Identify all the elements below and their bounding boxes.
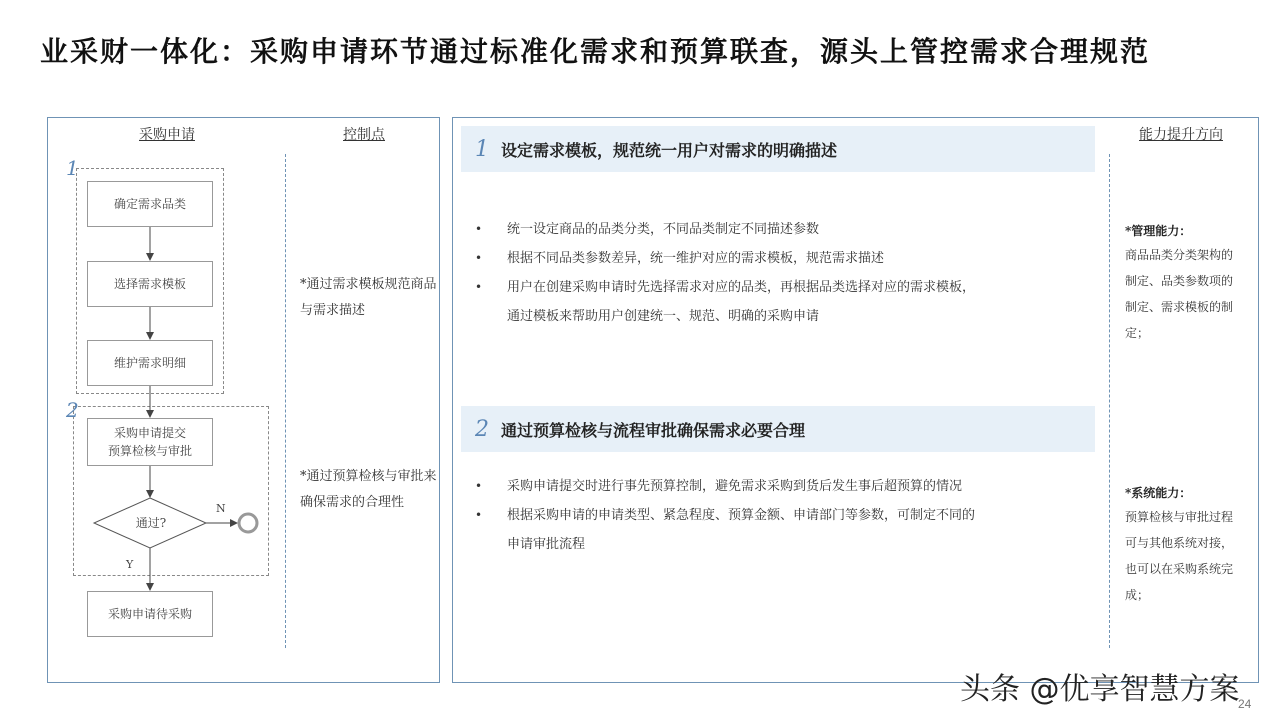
flow-connectors: [48, 118, 288, 658]
section-2-title: 通过预算检核与流程审批确保需求必要合理: [501, 420, 806, 440]
step2-number: 2: [66, 398, 79, 422]
section-1-title: 设定需求模板，规范统一用户对需求的明确描述: [501, 140, 838, 160]
capability-2-title: *系统能力：: [1125, 486, 1192, 500]
end-circle: [239, 514, 257, 532]
list-item: • 采购申请提交时进行事先预算控制，避免需求采购到货后发生事后超预算的情况: [475, 472, 975, 501]
flow-box-confirm-category: 确定需求品类: [87, 181, 213, 227]
flow-box-submit-line2: 预算检核与审批: [107, 444, 192, 458]
left-divider: [285, 154, 286, 648]
list-item: • 根据采购申请的申请类型、紧急程度、预算金额、申请部门等参数，可制定不同的申请审批流程: [475, 501, 975, 559]
section-2-bullets: [475, 472, 975, 559]
section-1-bullets: [475, 215, 975, 331]
watermark: 头条 @优享智慧方案: [960, 672, 1240, 707]
section-1-header: [461, 126, 1095, 172]
control-point-1: *通过需求模板规范商品与需求描述: [300, 277, 437, 318]
flow-box-select-template: 选择需求模板: [87, 261, 213, 307]
process-header: 采购申请: [139, 127, 195, 143]
step1-number: 1: [66, 156, 79, 180]
capability-2-text: 预算检核与审批过程可与其他系统对接，也可以在采购系统完成；: [1125, 510, 1234, 602]
section-1-number: 1: [475, 136, 489, 162]
list-item: • 用户在创建采购申请时先选择需求对应的品类，再根据品类选择对应的需求模板，通过模板来帮助用户创建统一、规范、明确的采购申请: [475, 273, 975, 331]
decision-label: 通过?: [135, 516, 167, 530]
page-title: 业采财一体化：采购申请环节通过标准化需求和预算联查，源头上管控需求合理规范: [40, 35, 1151, 68]
control-point-header: 控制点: [343, 127, 385, 143]
section-2-number: 2: [475, 416, 489, 442]
capability-header: 能力提升方向: [1139, 127, 1223, 143]
process-panel: [47, 117, 440, 683]
label-yes: Y: [126, 558, 134, 571]
capability-1-title: *管理能力：: [1125, 224, 1192, 238]
flow-box-maintain-details: 维护需求明细: [87, 340, 213, 386]
right-divider: [1109, 154, 1110, 648]
flow-box-submit-line1: 采购申请提交: [113, 426, 186, 440]
capability-1-text: 商品品类分类架构的制定、品类参数项的制定、需求模板的制定；: [1125, 248, 1234, 340]
flow-box-pending-purchase: 采购申请待采购: [87, 591, 213, 637]
list-item: • 根据不同品类参数差异，统一维护对应的需求模板，规范需求描述: [475, 244, 975, 273]
details-panel: [452, 117, 1259, 683]
list-item: • 统一设定商品的品类分类，不同品类制定不同描述参数: [475, 215, 975, 244]
section-2-header: [461, 406, 1095, 452]
control-point-2: *通过预算检核与审批来确保需求的合理性: [300, 469, 437, 510]
page-number: 24: [1238, 697, 1252, 711]
label-no: N: [216, 502, 226, 515]
